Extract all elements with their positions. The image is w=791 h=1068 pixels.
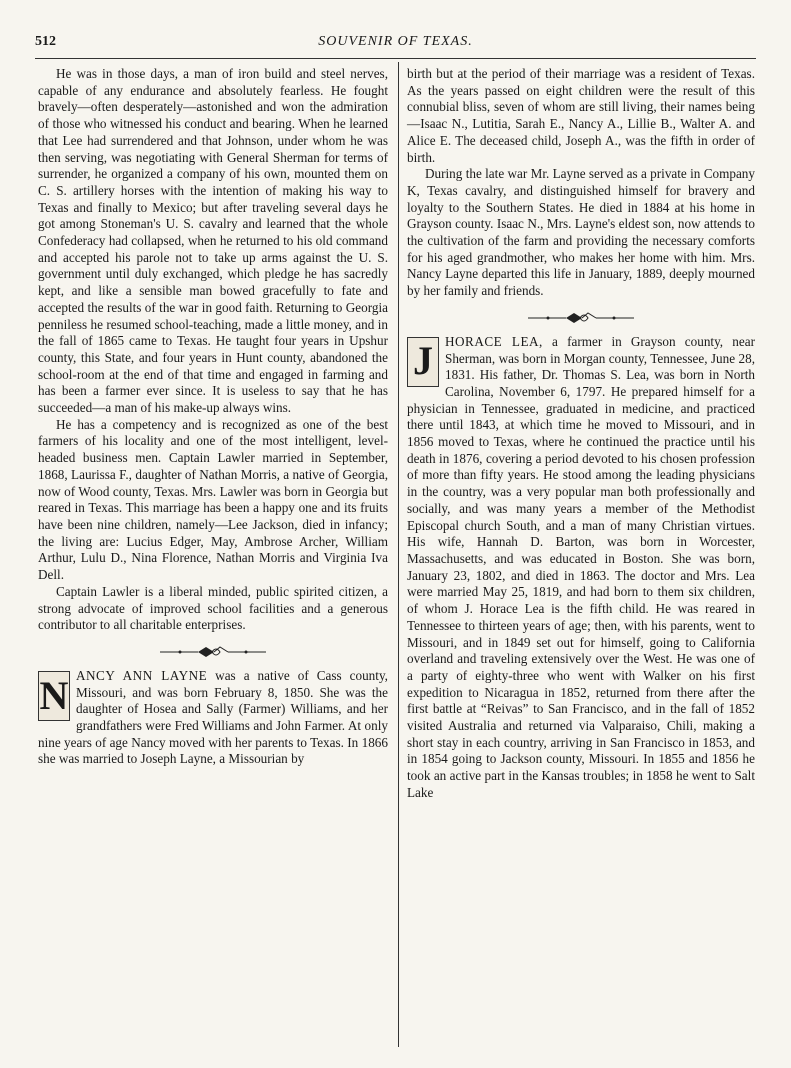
page-header xyxy=(35,34,756,54)
page-number: 512 xyxy=(35,34,56,49)
layne-continued-paragraph-1: birth but at the period of their marriage was a resident of Texas. As the years passed on eight children were the result of this connubial bliss, seven of whom are still living, their names being—Isaac N., Lutitia, Sarah E., Nancy A., Lillie B., Walter A. and Alice E. The deceased child, Joseph A., was the fifth in order of birth. xyxy=(407,66,755,165)
column-divider xyxy=(398,62,399,1047)
right-column xyxy=(407,66,755,802)
running-title: SOUVENIR OF TEXAS. xyxy=(318,34,473,49)
lea-biography xyxy=(407,334,755,802)
lawler-paragraph-2: He has a competency and is recognized as one of the best farmers of his locality and one of the most intelligent, level-headed business men. Captain Lawler married in September, 1868, Laurissa F., daughter of Nathan Morris, a native of Georgia, now of Wood county, Texas. Mrs. Lawler was born in Georgia but reared in Texas. This marriage has been a happy one and its fruits have been nine children, namely—Lee Jackson, died in infancy; the living are: Lucius Edger, May, Ambrose Archer, William Arthur, Lulu D., Nina Florence, Nathan Morris and Virginia Iva Dell. xyxy=(38,416,388,583)
layne-biography xyxy=(38,668,388,768)
layne-lead-name: ANCY ANN LAYNE xyxy=(76,667,208,683)
lawler-paragraph-1: He was in those days, a man of iron build and steel nerves, capable of any endurance and absolutely fearless. He fought bravely—often desperately—astonished and won the admiration of those who witnessed his conduct and bearing. When he learned that Lee had surrendered and that Johnson, under whom he was then serving, was negotiating with General Sherman for terms of surrender, he organized a company of his own, mounted them on C. S. artillery horses with the intention of making his way to Texas and finally to Mexico; but after traveling several days he got among Stoneman's U. S. cavalry and learned that the whole Confederacy had collapsed, when he returned to his old command and accepted his parole not to take up arms against the U. S. government until duly exchanged, which pledge he has sacredly kept, and like a sensible man bowed gracefully to fate and accepted the results of the war in good faith. Returning to Georgia penniless he resumed school-teaching, made a little money, and in the fall of 1865 came to Texas. He taught four years in Upshur county, this State, and four years in Hunt county, abandoned the school-room at the end of that time and engaged in farming and has been a farmer ever since. It is useless to say that he has succeeded—a man of his make-up always wins. xyxy=(38,66,388,416)
section-ornament xyxy=(407,312,755,324)
lea-text: a farmer in Grayson county, near Sherman, was born in Morgan county, Tennessee, June 28, 1831. His father, Dr. Thomas S. Lea, was born in North Carolina, November 6, 1797. He prepared himself for a physician in Tennessee, graduated in medicine, and practiced there until 1843, at which time he moved to Missouri, and in 1856 moved to Texas, where he continued the practice until his death in 1876, covering a period devoted to his chosen profession of more than fifty years. He stood among the leading physicians in the country, was a very popular man both professionally and socially, and was many years a member of the Methodist Episcopal church South, and a man of many Christian virtues. His wife, Hannah D. Barton, was born in Worcester, Massachusetts, and was educated in Boston. She was born, January 23, 1802, and died in 1863. The doctor and Mrs. Lea were married May 25, 1819, and had born to them six children, of whom J. Horace Lea is the fifth child. He was reared in Tennessee to thirteen years of age; then, with his parents, went to Missouri, and in 1849 set out for himself, going to California overland and traveling extensively over the West. He was one of a party of eighty-three who went with Walker on his first expedition to Nicaragua in 1852, returned from there after the first battle at “Reivas” to San Francisco, and in the fall of 1852 visited Australia and returned via Valparaiso, Chili, making a short stay in each country, arriving in San Francisco in 1853, and in 1854 going to Jackson county, Missouri. In 1855 and 1856 he took an active part in the Kansas troubles; in 1858 he went to Salt Lake xyxy=(407,333,755,800)
dropcap-n: N xyxy=(38,671,70,721)
lea-lead-name: HORACE LEA, xyxy=(445,333,543,349)
layne-continued-paragraph-2: During the late war Mr. Layne served as a private in Company K, Texas cavalry, and distinguished himself for bravery and loyalty to the Southern States. He died in 1884 at his home in Grayson county. Isaac N., Mrs. Layne's eldest son, now attends to the cultivation of the farm and providing the necessary comforts for his aged grandmother, who makes her home with him. Mrs. Nancy Layne departed this life in January, 1889, deeply mourned by her family and friends. xyxy=(407,166,755,299)
section-ornament xyxy=(38,646,388,658)
lawler-paragraph-3: Captain Lawler is a liberal minded, public spirited citizen, a strong advocate of improved school facilities and a generous contributor to all charitable enterprises. xyxy=(38,583,388,633)
dropcap-j: J xyxy=(407,337,439,387)
left-column xyxy=(38,66,388,768)
header-rule xyxy=(35,58,756,59)
layne-text: was a native of Cass county, Missouri, and was born February 8, 1850. She was the daughter of Hosea and Sally (Farmer) Williams, and her grandfathers were Fred Williams and John Farmer. At only nine years of age Nancy moved with her parents to Texas. In 1866 she was married to Joseph Layne, a Missourian by xyxy=(38,667,388,767)
